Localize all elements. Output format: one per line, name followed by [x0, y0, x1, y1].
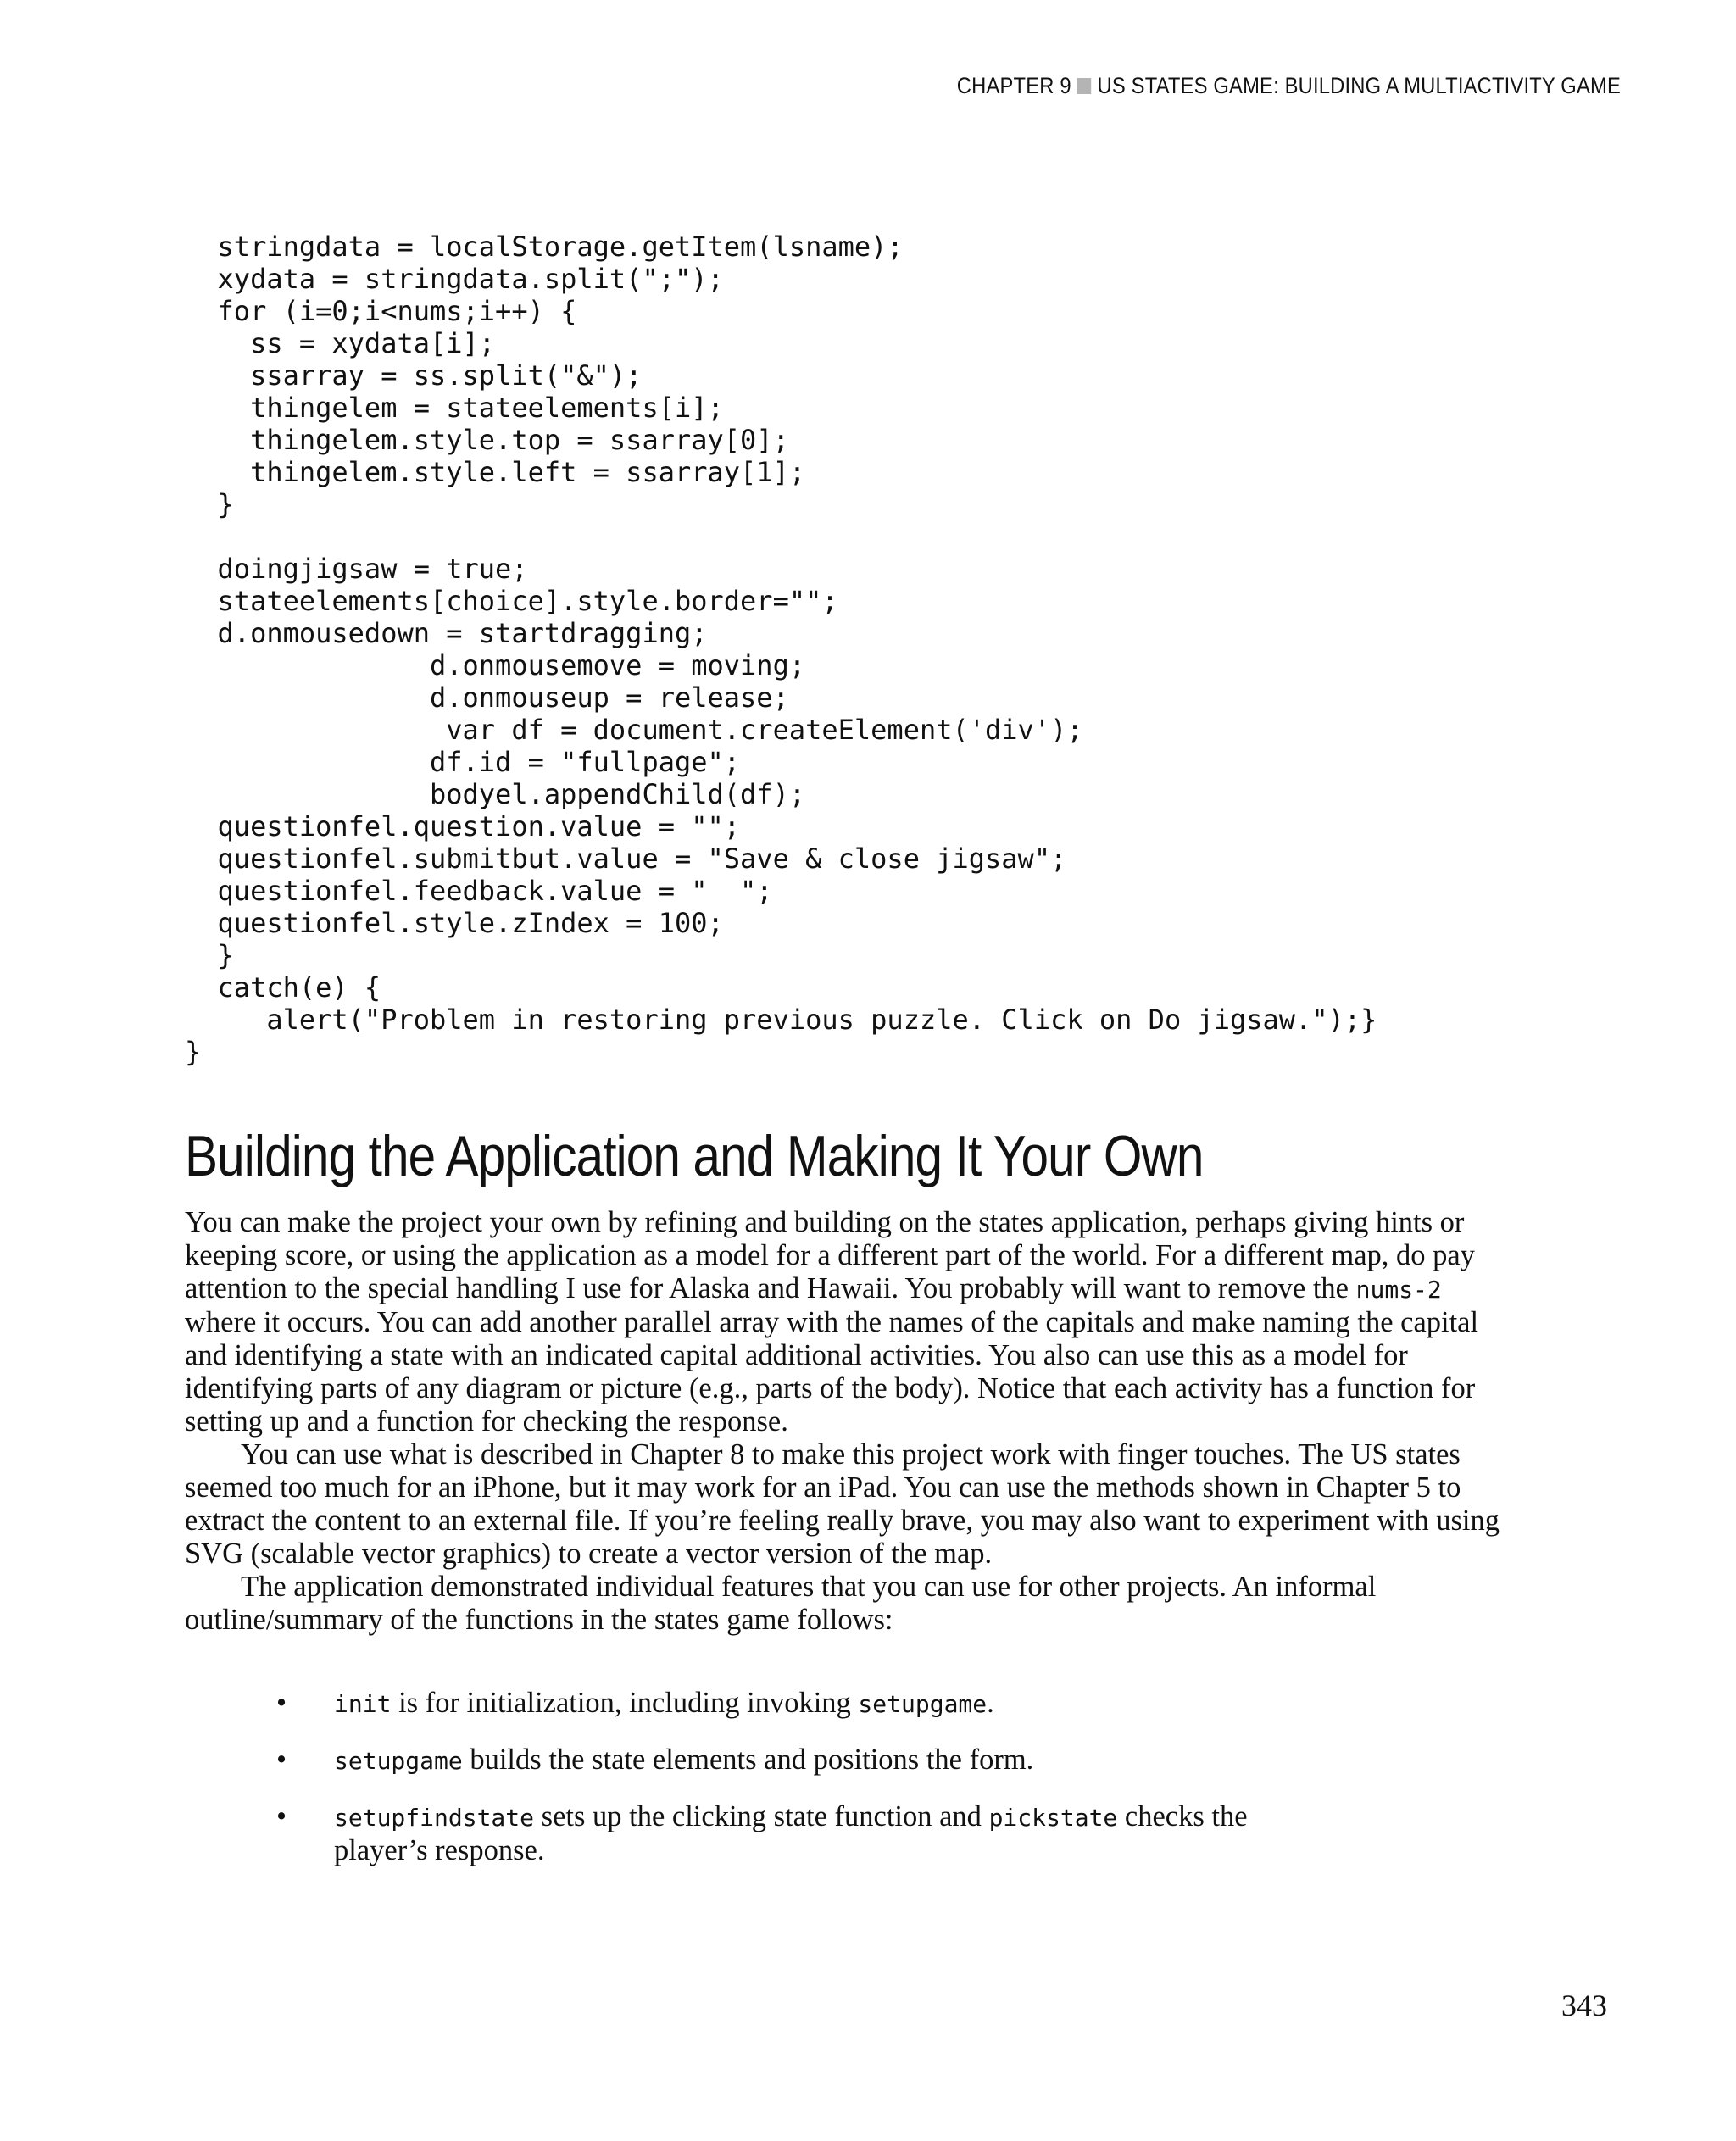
inline-code: setupfindstate — [334, 1804, 535, 1832]
code-line: df.id = "fullpage"; — [185, 746, 741, 778]
code-line: questionfel.style.zIndex = 100; — [185, 907, 724, 939]
paragraph-1-text-a: You can make the project your own by refining and building on the states application, perhaps giving hints or keeping score, or using the application as a model for a different part of the world. For a different map, do pay attention to the special handling I use for Alaska and Hawaii. You probably will want to remove the — [185, 1206, 1475, 1304]
list-item — [276, 1687, 1344, 1721]
code-line: doingjigsaw = true; — [185, 553, 528, 585]
code-line: } — [185, 939, 234, 971]
body-text — [185, 1206, 1517, 1637]
list-item-text: . — [987, 1687, 994, 1719]
inline-code: setupgame — [334, 1747, 463, 1775]
code-line: ssarray = ss.split("&"); — [185, 359, 643, 392]
code-line: thingelem.style.top = ssarray[0]; — [185, 424, 789, 456]
inline-code-nums-2: nums-2 — [1355, 1276, 1442, 1304]
inline-code: setupgame — [858, 1690, 988, 1718]
page-number: 343 — [1561, 1988, 1607, 2022]
code-listing — [185, 231, 1377, 1068]
code-line: stateelements[choice].style.border=""; — [185, 585, 838, 617]
bullet-icon: • — [276, 1687, 287, 1719]
inline-code: init — [334, 1690, 392, 1718]
list-item-text: checks the player’s response. — [334, 1800, 1248, 1866]
code-line: stringdata = localStorage.getItem(lsname); — [185, 231, 904, 263]
bullet-icon: • — [276, 1743, 287, 1776]
code-line: xydata = stringdata.split(";"); — [185, 263, 724, 295]
code-line: bodyel.appendChild(df); — [185, 778, 806, 810]
list-item — [276, 1800, 1344, 1867]
code-line: questionfel.feedback.value = " "; — [185, 875, 773, 907]
inline-code: pickstate — [988, 1804, 1118, 1832]
code-line: ss = xydata[i]; — [185, 327, 496, 359]
code-line: thingelem = stateelements[i]; — [185, 392, 724, 424]
section-heading: Building the Application and Making It Your Own — [185, 1124, 1204, 1188]
code-line: catch(e) { — [185, 971, 381, 1004]
code-line: } — [185, 1036, 202, 1068]
chapter-title: US STATES GAME: BUILDING A MULTIACTIVITY GAME — [1097, 73, 1621, 98]
code-line: d.onmousemove = moving; — [185, 649, 806, 681]
code-line: } — [185, 488, 234, 520]
header-separator-square — [1077, 78, 1092, 94]
paragraph-2: You can use what is described in Chapter 8 to make this project work with finger touches. The US states seemed too much for an iPhone, but it may work for an iPad. You can use the methods shown in Chapter 5 to extract the content to an external file. If you’re feeling really brave, you may also want to experiment with using SVG (scalable vector graphics) to create a vector version of the map. — [185, 1438, 1500, 1570]
paragraph-1-text-b: where it occurs. You can add another parallel array with the names of the capitals and make naming the capital and identifying a state with an indicated capital additional activities. You also can use this as a model for identifying parts of any diagram or picture (e.g., parts of the body). Notice that each activity has a function for setting up and a function for checking the response. — [185, 1306, 1479, 1438]
code-line: for (i=0;i<nums;i++) { — [185, 295, 577, 327]
list-item-text: sets up the clicking state function and — [534, 1800, 989, 1832]
code-line: thingelem.style.left = ssarray[1]; — [185, 456, 806, 488]
list-item — [276, 1743, 1344, 1777]
list-item-text: is for initialization, including invoking — [391, 1687, 859, 1719]
list-item-text: builds the state elements and positions the form. — [462, 1743, 1034, 1776]
running-header — [957, 73, 1621, 99]
function-summary-list — [276, 1687, 1344, 1890]
code-line: d.onmouseup = release; — [185, 681, 789, 714]
paragraph-3: The application demonstrated individual features that you can use for other projects. An informal outline/summary of the functions in the states game follows: — [185, 1571, 1377, 1636]
code-line: alert("Problem in restoring previous puzzle. Click on Do jigsaw.");} — [185, 1004, 1377, 1036]
code-line: questionfel.question.value = ""; — [185, 810, 741, 842]
code-line: d.onmousedown = startdragging; — [185, 617, 708, 649]
paragraph-1 — [185, 1206, 1517, 1438]
bullet-icon: • — [276, 1800, 287, 1832]
code-line: questionfel.submitbut.value = "Save & close jigsaw"; — [185, 842, 1067, 875]
code-line: var df = document.createElement('div'); — [185, 714, 1083, 746]
chapter-label: CHAPTER 9 — [956, 73, 1071, 98]
